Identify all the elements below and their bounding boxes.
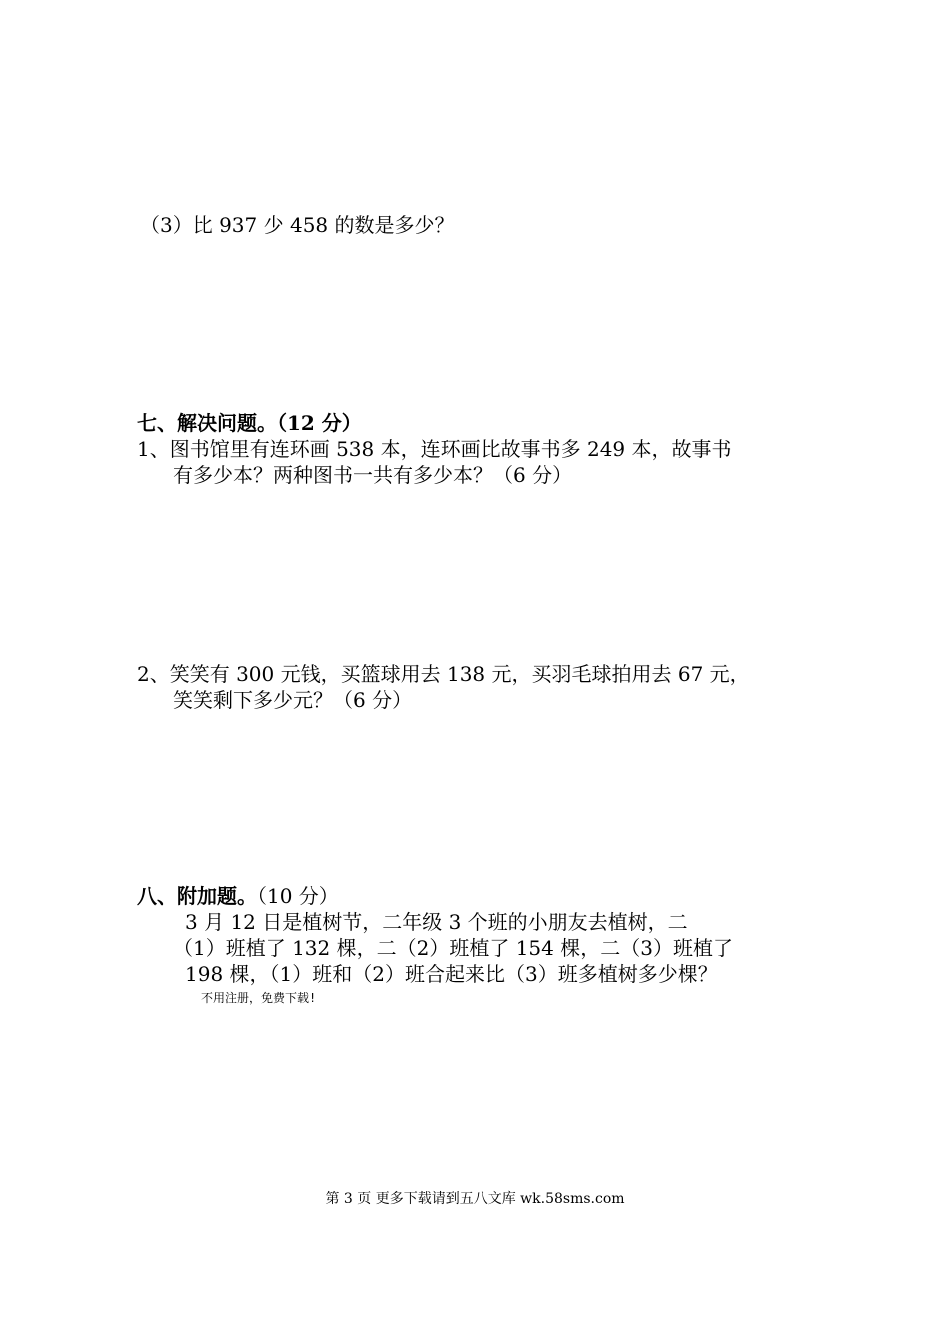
- question-7-2-line-1: 2、笑笑有 300 元钱，买篮球用去 138 元，买羽毛球拍用去 67 元，: [137, 662, 750, 686]
- question-7-1-line-1: 1、图书馆里有连环画 538 本，连环画比故事书多 249 本，故事书: [137, 437, 732, 461]
- section-8-heading-points: （10 分）: [257, 884, 339, 908]
- question-8-line-2: （1）班植了 132 棵，二（2）班植了 154 棵，二（3）班植了: [173, 936, 733, 960]
- page-footer: 第 3 页 更多下载请到五八文库 wk.58sms.com: [325, 1191, 625, 1207]
- section-8-heading: [137, 883, 339, 909]
- question-6-3: （3）比 937 少 458 的数是多少？: [140, 213, 455, 237]
- question-7-1-line-2: 有多少本？两种图书一共有多少本？（6 分）: [173, 463, 573, 487]
- question-8-line-1: 3 月 12 日是植树节，二年级 3 个班的小朋友去植树，二: [185, 910, 688, 934]
- question-7-2-line-2: 笑笑剩下多少元？（6 分）: [173, 688, 413, 712]
- download-note: 不用注册，免费下载!: [201, 991, 317, 1005]
- section-7-heading: 七、解决问题。（12 分）: [137, 411, 362, 435]
- question-8-line-3: 198 棵，（1）班和（2）班合起来比（3）班多植树多少棵？: [185, 962, 718, 986]
- section-8-heading-title: 八、附加题。: [137, 884, 257, 908]
